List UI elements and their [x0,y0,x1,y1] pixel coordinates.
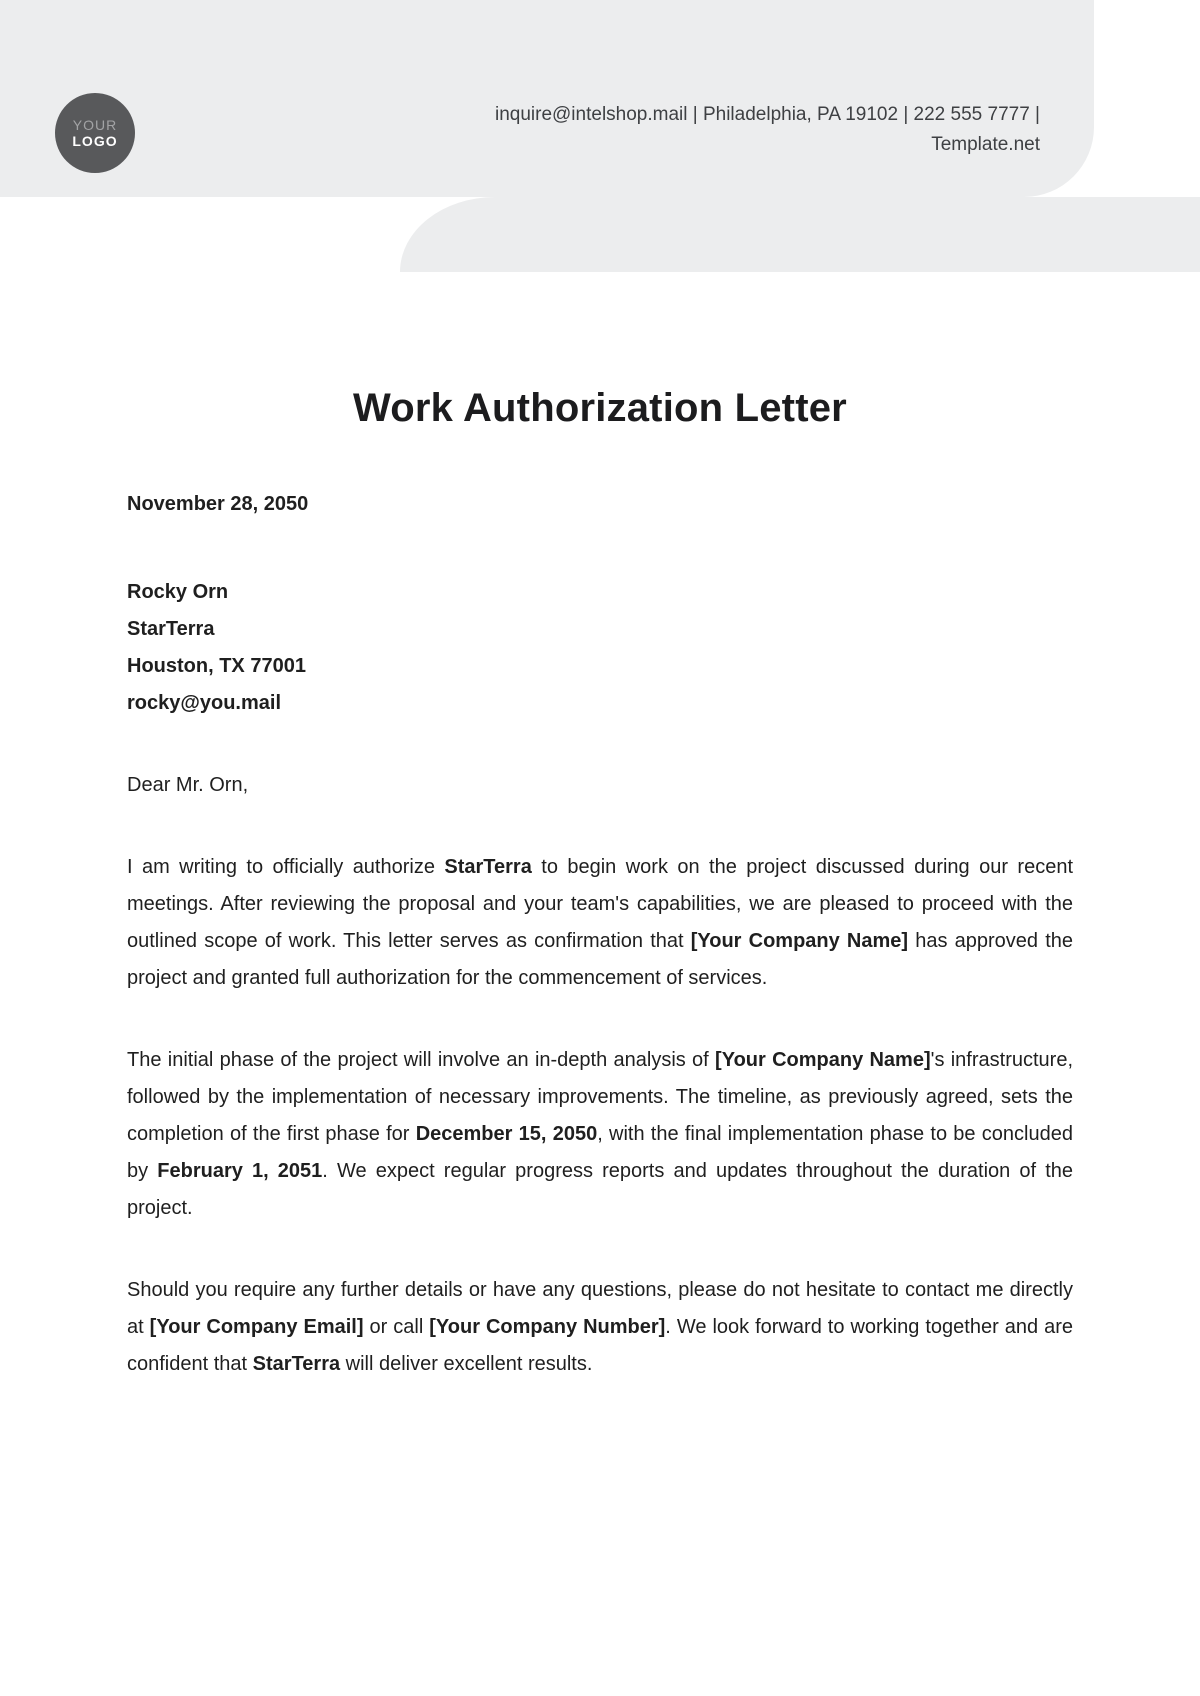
letter-title: Work Authorization Letter [353,386,847,430]
contact-line-1: inquire@intelshop.mail | Philadelphia, PA 19102 | 222 555 7777 | [494,104,1040,125]
recipient-email: rocky@you.mail [127,692,282,714]
paragraph-2: The initial phase of the project will involve an in-depth analysis of [Your Company Name]'s infrastructure, followed by the implementation of necessary improvements. The timeline, as previously agreed, sets the completion of the first phase for December 15, 2050, with the final implementation phase to be concluded by February 1, 2051. We expect regular progress reports and updates throughout the duration of the project. [127,1049,1074,1219]
salutation: Dear Mr. Orn, [127,774,249,796]
header-band-curve [400,197,1200,272]
letter-content [0,386,1200,1383]
header-band [0,0,1094,197]
recipient-address: Houston, TX 77001 [127,655,306,677]
header-contact [495,100,1040,160]
contact-line-2: Template.net [931,134,1040,155]
header [0,0,1200,272]
logo-text-your: YOUR [72,116,118,133]
logo-text-logo: LOGO [72,133,118,149]
recipient-name: Rocky Orn [127,581,229,603]
recipient-company: StarTerra [127,618,215,640]
recipient-block [127,574,1073,722]
paragraph-1: I am writing to officially authorize StarTerra to begin work on the project discussed during our recent meetings. After reviewing the proposal and your team's capabilities, we are pleased to proceed with the outlined scope of work. This letter serves as confirmation that [Your Company Name] has approved the project and granted full authorization for the commencement of services. [127,856,1073,989]
letter-date: November 28, 2050 [127,493,309,515]
paragraph-3: Should you require any further details or have any questions, please do not hesitate to contact me directly at [Your Company Email] or call [Your Company Number]. We look forward to working together and are confident that StarTerra will deliver excellent results. [127,1279,1073,1375]
logo [55,93,135,173]
